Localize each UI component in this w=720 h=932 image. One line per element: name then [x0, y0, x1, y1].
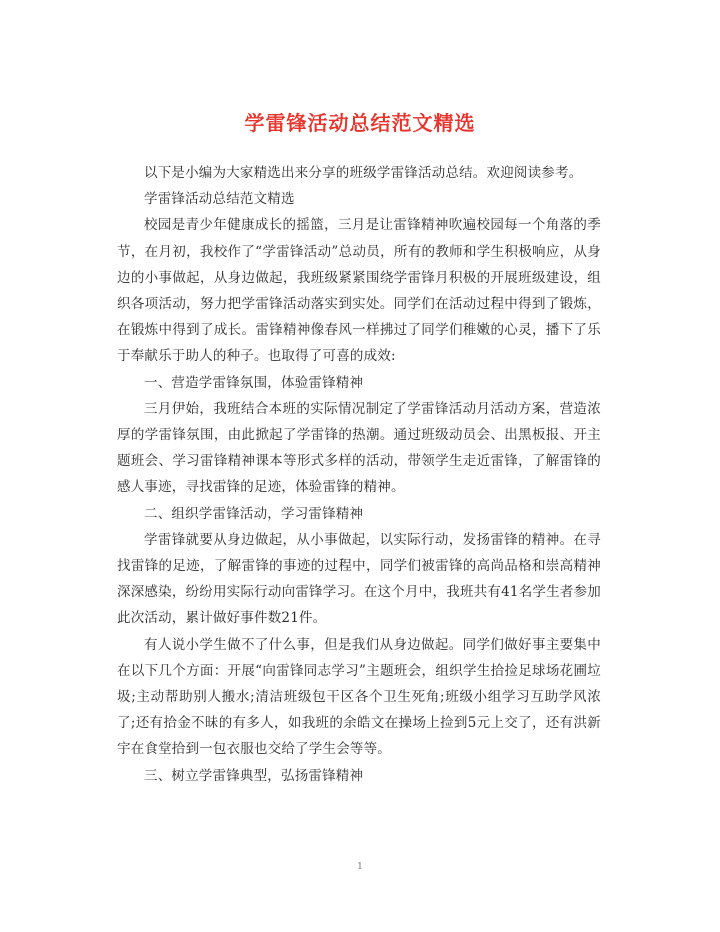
body-paragraph: 有人说小学生做不了什么事，但是我们从身边做起。同学们做好事主要集中在以下几个方面：开展“向雷锋同志学习”主题班会，组织学生拾捡足球场花圃垃圾;主动帮助别人搬水;清洁班级包干区各个卫生死角;班级小组学习互助学风浓了;还有拾金不昧的有多人，如我班的余皓文在操场上捡到5元上交了，还有洪新宇在食堂拾到一包衣服也交给了学生会等等。 [117, 636, 601, 758]
page-number: 1 [357, 862, 363, 872]
section-heading-3: 三、树立学雷锋典型，弘扬雷锋精神 [144, 767, 364, 784]
body-paragraph: 校园是青少年健康成长的摇篮，三月是让雷锋精神吹遍校园每一个角落的季节，在月初，我校作了“学雷锋活动”总动员，所有的教师和学生积极响应，从身边的小事做起，从身边做起，我班级紧紧围绕学雷锋月积极的开展班级建设，组织各项活动，努力把学雷锋活动落实到实处。同学们在活动过程中得到了锻炼，在锻炼中得到了成长。雷锋精神像春风一样拂过了同学们稚嫩的心灵，播下了乐于奉献乐于助人的种子。也取得了可喜的成效: [117, 217, 601, 365]
section-heading-1: 一、营造学雷锋氛围，体验雷锋精神 [144, 374, 364, 391]
intro-paragraph: 以下是小编为大家精选出来分享的班级学雷锋活动总结。欢迎阅读参考。 [144, 165, 583, 181]
body-paragraph: 学雷锋就要从身边做起，从小事做起，以实际行动，发扬雷锋的精神。在寻找雷锋的足迹，了解雷锋的事迹的过程中，同学们被雷锋的高尚品格和崇高精神深深感染，纷纷用实际行动向雷锋学习。在这个月中，我班共有41名学生者参加此次活动，累计做好事件数21件。 [117, 531, 601, 627]
document-title: 学雷锋活动总结范文精选 [244, 111, 476, 136]
subtitle-paragraph: 学雷锋活动总结范文精选 [144, 191, 295, 208]
body-paragraph: 三月伊始，我班结合本班的实际情况制定了学雷锋活动月活动方案，营造浓厚的学雷锋氛围，由此掀起了学雷锋的热潮。通过班级动员会、出黑板报、开主题班会、学习雷锋精神课本等形式多样的活动，带领学生走近雷锋，了解雷锋的感人事迹，寻找雷锋的足迹，体验雷锋的精神。 [117, 400, 601, 496]
document-body [117, 160, 601, 789]
section-heading-2: 二、组织学雷锋活动，学习雷锋精神 [144, 505, 364, 522]
